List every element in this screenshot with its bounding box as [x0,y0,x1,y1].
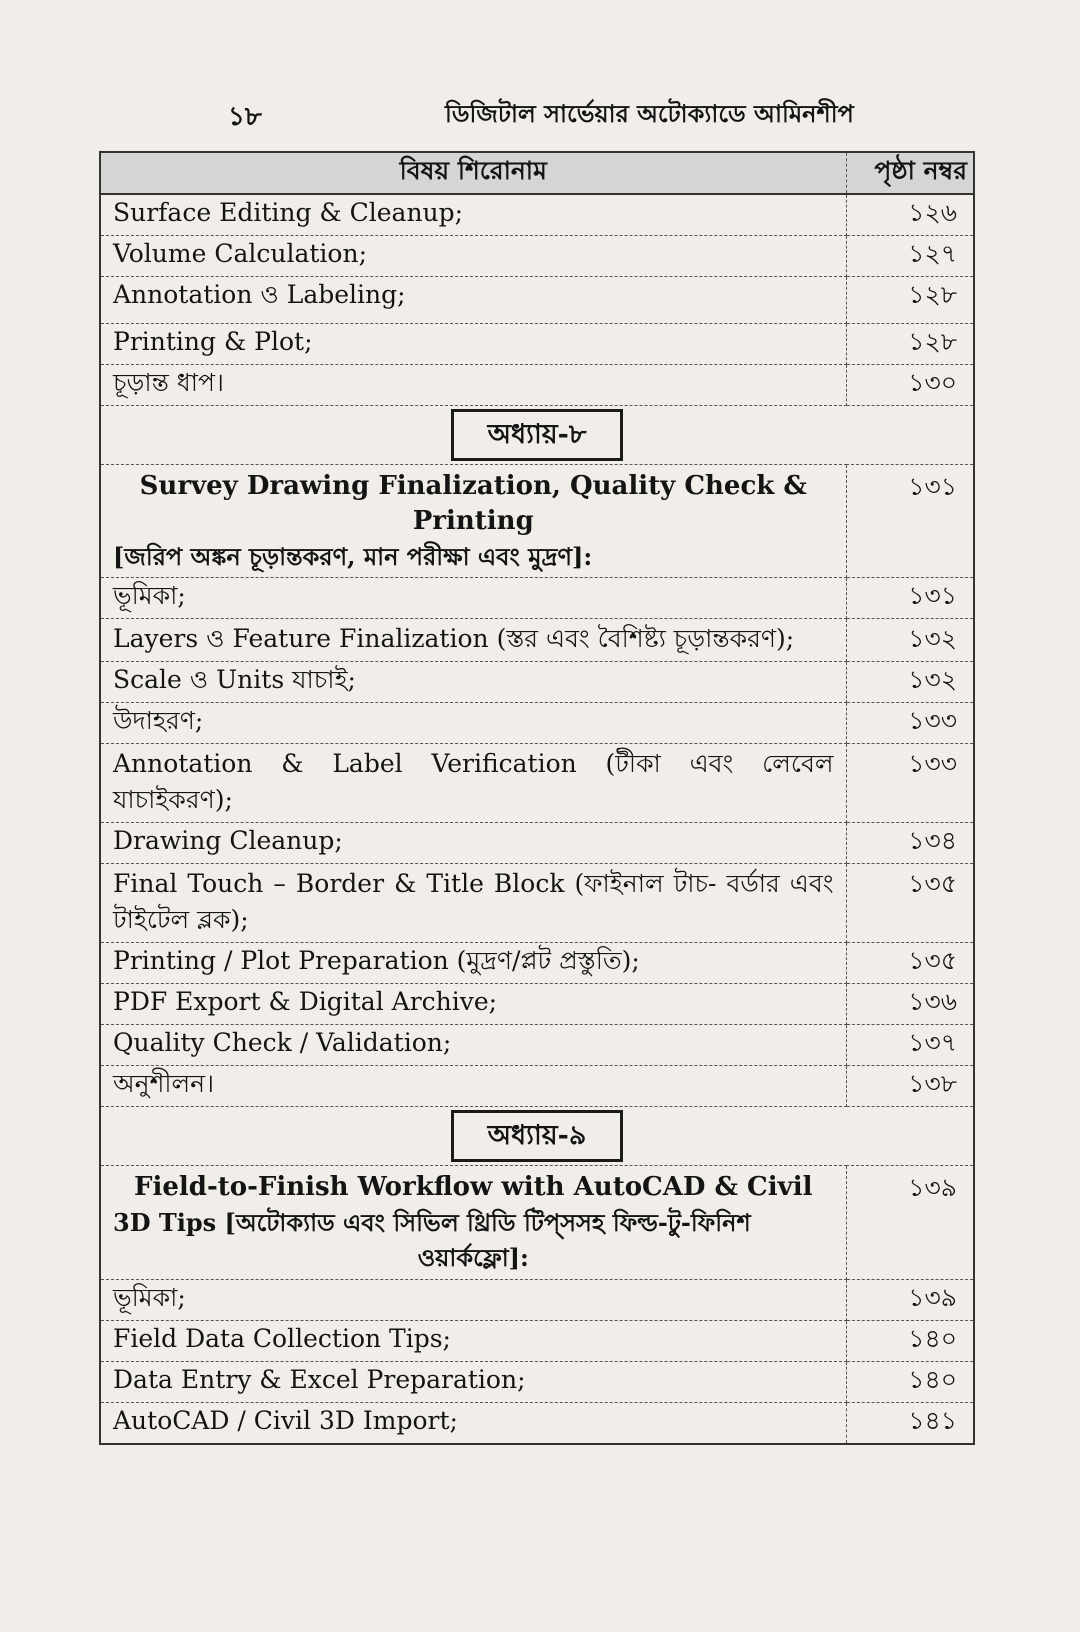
table-row [100,194,974,236]
entry-title: ভূমিকা; [100,1280,846,1321]
chapter-8-subtitle: [জরিপ অঙ্কন চূড়ান্তকরণ, মান পরীক্ষা এবং মুদ্রণ]: [113,542,593,571]
entry-title: Annotation ও Labeling; [100,277,846,324]
chapter-heading-row [100,406,974,465]
entry-page: ১৩১ [846,465,974,578]
chapter-9-title-line1: Field-to-Finish Workflow with AutoCAD & Civil [134,1172,813,1202]
table-row [100,277,974,324]
entry-title: ভূমিকা; [100,578,846,619]
entry-title: Quality Check / Validation; [100,1025,846,1066]
table-row [100,823,974,864]
entry-title: Annotation & Label Verification (টীকা এবং লেবেল যাচাইকরণ); [100,744,846,823]
entry-page: ১৩২ [846,619,974,662]
entry-page: ১৩৩ [846,744,974,823]
entry-page: ১৩৬ [846,984,974,1025]
table-row [100,1321,974,1362]
chapter-8-title-line2: Printing [412,506,534,536]
table-row [100,1025,974,1066]
entry-page: ১৩০ [846,365,974,406]
entry-page: ১৪০ [846,1362,974,1403]
entry-title: AutoCAD / Civil 3D Import; [100,1403,846,1445]
entry-title: Printing / Plot Preparation (মুদ্রণ/প্লট প্রস্তুতি); [100,943,846,984]
entry-page: ১৩৭ [846,1025,974,1066]
table-row [100,1403,974,1445]
chapter-9-title-row [100,1166,974,1280]
table-header-row [100,152,974,194]
table-row [100,662,974,703]
table-row [100,619,974,662]
entry-title: Volume Calculation; [100,236,846,277]
entry-page: ১২৮ [846,277,974,324]
entry-title: Printing & Plot; [100,324,846,365]
chapter-8-label: অধ্যায়-৮ [451,409,624,461]
entry-page: ১৩৮ [846,1066,974,1107]
table-row [100,864,974,943]
entry-page: ১৩৯ [846,1280,974,1321]
entry-title: Drawing Cleanup; [100,823,846,864]
contents-table [99,151,975,1445]
entry-title: Surface Editing & Cleanup; [100,194,846,236]
entry-page: ১৪১ [846,1403,974,1445]
entry-title: Final Touch – Border & Title Block (ফাইনাল টাচ- বর্ডার এবং টাইটেল ব্লক); [100,864,846,943]
table-row [100,365,974,406]
entry-page: ১৩২ [846,662,974,703]
running-header [0,96,1080,136]
table-row [100,1362,974,1403]
chapter-8-title-row [100,465,974,578]
table-row [100,744,974,823]
table-row [100,578,974,619]
table-row [100,1280,974,1321]
entry-title: Scale ও Units যাচাই; [100,662,846,703]
entry-title: Layers ও Feature Finalization (স্তর এবং বৈশিষ্ট্য চূড়ান্তকরণ); [100,619,846,662]
entry-page: ১৪০ [846,1321,974,1362]
chapter-8-title-line1: Survey Drawing Finalization, Quality Check & [139,471,807,501]
book-title: ডিজিটাল সার্ভেয়ার অটোক্যাডে আমিনশীপ [445,99,854,128]
entry-page: ১৩১ [846,578,974,619]
entry-page: ১৩৩ [846,703,974,744]
entry-title: Field Data Collection Tips; [100,1321,846,1362]
table-row [100,324,974,365]
chapter-9-title-line3: ওয়ার্কফ্লো]: [417,1243,529,1272]
entry-page: ১৩৪ [846,823,974,864]
column-header-page: পৃষ্ঠা নম্বর [846,152,974,194]
entry-title: উদাহরণ; [100,703,846,744]
chapter-9-title-line2: 3D Tips [অটোক্যাড এবং সিভিল থ্রিডি টিপ্‌সসহ ফিল্ড-টু-ফিনিশ [113,1208,751,1237]
entry-page: ১২৬ [846,194,974,236]
table-row [100,1066,974,1107]
table-row [100,984,974,1025]
entry-page: ১২৮ [846,324,974,365]
column-header-title: বিষয় শিরোনাম [100,152,846,194]
entry-page: ১৩৫ [846,864,974,943]
table-row [100,703,974,744]
entry-title: চূড়ান্ত ধাপ। [100,365,846,406]
chapter-9-label: অধ্যায়-৯ [451,1110,624,1162]
entry-title: অনুশীলন। [100,1066,846,1107]
entry-page: ১৩৯ [846,1166,974,1280]
table-row [100,943,974,984]
table-row [100,236,974,277]
page-number: ১৮ [228,102,262,132]
entry-page: ১২৭ [846,236,974,277]
entry-title: PDF Export & Digital Archive; [100,984,846,1025]
entry-page: ১৩৫ [846,943,974,984]
entry-title: Data Entry & Excel Preparation; [100,1362,846,1403]
chapter-heading-row [100,1107,974,1166]
